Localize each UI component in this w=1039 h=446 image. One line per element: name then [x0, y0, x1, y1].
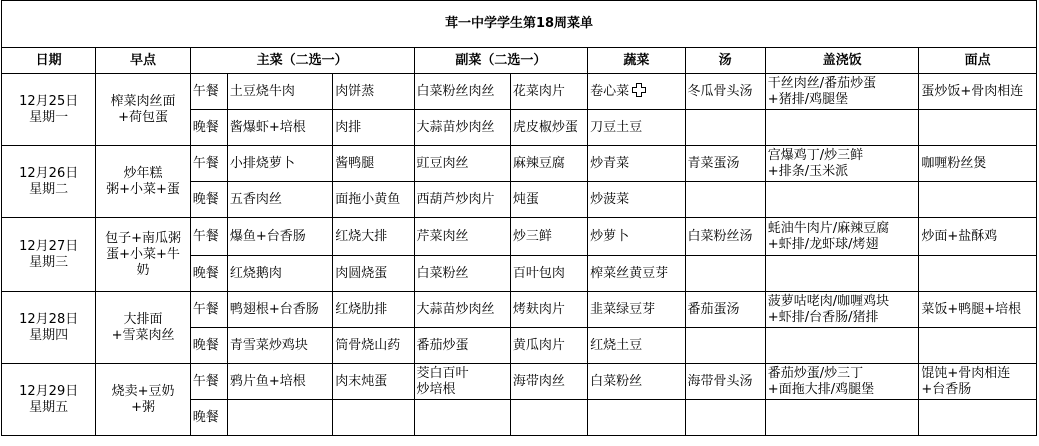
main-dish-1: 酱爆虾+培根: [227, 110, 332, 146]
meal-label: 晚餐: [190, 328, 227, 364]
rice-line: 蚝油牛肉片/麻辣豆腐: [767, 220, 890, 236]
side-dish-1: [414, 364, 510, 400]
main-dish-2: 酱鸭腿: [333, 146, 414, 182]
header-side: 副菜（二选一）: [414, 48, 588, 74]
noodle-dish: [919, 364, 1037, 400]
side-dish-2: 黄瓜肉片: [510, 328, 587, 364]
meal-label: 午餐: [190, 74, 227, 110]
main-dish-1: 青雪菜炒鸡块: [227, 328, 332, 364]
main-dish-2: [333, 400, 414, 436]
rice-dish: [765, 218, 919, 256]
rice-dish: [765, 74, 919, 110]
rice-dish: [765, 328, 919, 364]
side-dish-2: 花菜肉片: [510, 74, 587, 110]
day-weekday: 星期一: [29, 109, 69, 125]
main-dish-1: 小排烧萝卜: [227, 146, 332, 182]
noodle-line: +台香肠: [921, 381, 972, 397]
main-dish-2: 肉饼蒸: [333, 74, 414, 110]
rice-line: +猪排/鸡腿堡: [767, 91, 849, 107]
soup: [685, 256, 765, 292]
veg-dish: 刀豆土豆: [588, 110, 685, 146]
main-dish-1: 土豆烧牛肉: [227, 74, 332, 110]
noodle-dish: [919, 182, 1037, 218]
side-dish-2: 麻辣豆腐: [510, 146, 587, 182]
main-dish-1: 爆鱼+台香肠: [227, 218, 332, 256]
rice-dish: [765, 400, 919, 436]
rice-dish: [765, 182, 919, 218]
breakfast-line: 蛋+小菜+牛: [106, 246, 180, 262]
breakfast-line: 奶: [136, 262, 150, 278]
soup: 海带骨头汤: [685, 364, 765, 400]
rice-dish: [765, 256, 919, 292]
main-dish-1: 鸭翅根+台香肠: [227, 292, 332, 328]
side-dish-2: 炖蛋: [510, 182, 587, 218]
breakfast-line: 炒年糕: [123, 165, 163, 181]
side-line: 炒培根: [416, 381, 456, 397]
day-date-cell: [2, 292, 96, 364]
noodle-dish: 菜饭+鸭腿+培根: [919, 292, 1037, 328]
side-dish-1: 白菜粉丝: [414, 256, 510, 292]
breakfast-cell: [96, 74, 190, 146]
veg-dish: 炒菠菜: [588, 182, 685, 218]
breakfast-line: 榨菜肉丝面: [110, 93, 176, 109]
meal-label: 午餐: [190, 218, 227, 256]
side-dish-2: 炒三鲜: [510, 218, 587, 256]
noodle-dish: 炒面+盐酥鸡: [919, 218, 1037, 256]
side-dish-1: 大蒜苗炒肉丝: [414, 110, 510, 146]
soup: [685, 182, 765, 218]
rice-dish: [765, 292, 919, 328]
veg-dish: 白菜粉丝: [588, 364, 685, 400]
side-dish-1: 白菜粉丝肉丝: [414, 74, 510, 110]
rice-dish: [765, 146, 919, 182]
noodle-dish: [919, 400, 1037, 436]
side-dish-2: 海带肉丝: [510, 364, 587, 400]
plus-cursor-icon: [632, 83, 646, 97]
soup: 青菜蛋汤: [685, 146, 765, 182]
noodle-dish: 蛋炒饭+骨肉相连: [919, 74, 1037, 110]
main-dish-2: 肉排: [333, 110, 414, 146]
soup: 白菜粉丝汤: [685, 218, 765, 256]
header-rice: 盖浇饭: [765, 48, 919, 74]
header-main: 主菜（二选一）: [190, 48, 414, 74]
noodle-line: 馄饨+骨肉相连: [921, 365, 1011, 381]
side-dish-1: 芹菜肉丝: [414, 218, 510, 256]
day-date: 12月29日: [19, 383, 79, 399]
rice-line: +面拖大排/鸡腿堡: [767, 381, 875, 397]
day-date: 12月27日: [19, 238, 79, 254]
day-date: 12月25日: [19, 93, 79, 109]
main-dish-2: 红烧大排: [333, 218, 414, 256]
rice-line: +虾排/台香肠/猪排: [767, 309, 879, 325]
rice-line: 干丝肉丝/番茄炒蛋: [767, 75, 877, 91]
side-dish-2: 虎皮椒炒蛋: [510, 110, 587, 146]
noodle-dish: [919, 328, 1037, 364]
veg-dish: 榨菜丝黄豆芽: [588, 256, 685, 292]
meal-label: 晚餐: [190, 110, 227, 146]
header-breakfast: 早点: [96, 48, 190, 74]
veg-dish: 炒萝卜: [588, 218, 685, 256]
breakfast-line: +雪菜肉丝: [111, 327, 175, 343]
veg-cell: [588, 74, 685, 110]
soup: [685, 400, 765, 436]
page-title: 茸一中学学生第18周菜单: [2, 1, 1037, 48]
side-dish-1: 西葫芦炒肉片: [414, 182, 510, 218]
main-dish-2: 肉末炖蛋: [333, 364, 414, 400]
breakfast-cell: [96, 364, 190, 436]
breakfast-cell: [96, 218, 190, 292]
header-veg: 蔬菜: [588, 48, 685, 74]
breakfast-line: 粥+小菜+蛋: [106, 181, 180, 197]
rice-dish: [765, 110, 919, 146]
meal-label: 晚餐: [190, 256, 227, 292]
meal-label: 晚餐: [190, 400, 227, 436]
header-noodle: 面点: [919, 48, 1037, 74]
breakfast-cell: [96, 146, 190, 218]
side-line: 茭白百叶: [416, 365, 469, 381]
weekly-menu-table: [1, 0, 1037, 436]
main-dish-2: 面拖小黄鱼: [333, 182, 414, 218]
soup: 番茄蛋汤: [685, 292, 765, 328]
day-weekday: 星期二: [29, 181, 69, 197]
soup: [685, 110, 765, 146]
side-dish-1: 大蒜苗炒肉丝: [414, 292, 510, 328]
day-weekday: 星期三: [29, 254, 69, 270]
day-date-cell: [2, 146, 96, 218]
main-dish-2: 红烧肋排: [333, 292, 414, 328]
veg-dish: 红烧土豆: [588, 328, 685, 364]
rice-dish: [765, 364, 919, 400]
breakfast-line: 大排面: [123, 311, 163, 327]
breakfast-line: 烧卖+豆奶: [111, 383, 175, 399]
side-dish-2: [510, 400, 587, 436]
breakfast-line: +荷包蛋: [118, 109, 168, 125]
veg-dish: 韭菜绿豆芽: [588, 292, 685, 328]
side-dish-1: 番茄炒蛋: [414, 328, 510, 364]
day-date: 12月28日: [19, 311, 79, 327]
rice-line: +虾排/龙虾球/烤翅: [767, 236, 879, 252]
day-date-cell: [2, 74, 96, 146]
main-dish-1: 鸦片鱼+培根: [227, 364, 332, 400]
meal-label: 午餐: [190, 292, 227, 328]
rice-line: 菠萝咕咾肉/咖喱鸡块: [767, 293, 890, 309]
rice-line: +排条/玉米派: [767, 163, 849, 179]
side-dish-2: 烤麸肉片: [510, 292, 587, 328]
veg-dish: 卷心菜: [590, 84, 630, 99]
day-date-cell: [2, 218, 96, 292]
day-weekday: 星期四: [29, 327, 69, 343]
meal-label: 午餐: [190, 364, 227, 400]
veg-dish: 炒青菜: [588, 146, 685, 182]
main-dish-1: [227, 400, 332, 436]
day-weekday: 星期五: [29, 399, 69, 415]
header-soup: 汤: [685, 48, 765, 74]
day-date-cell: [2, 364, 96, 436]
header-date: 日期: [2, 48, 96, 74]
noodle-dish: 咖喱粉丝煲: [919, 146, 1037, 182]
breakfast-line: +粥: [131, 399, 155, 415]
soup: 冬瓜骨头汤: [685, 74, 765, 110]
rice-line: 宫爆鸡丁/炒三鲜: [767, 147, 864, 163]
day-date: 12月26日: [19, 165, 79, 181]
soup: [685, 328, 765, 364]
noodle-dish: [919, 256, 1037, 292]
side-dish-1: [414, 400, 510, 436]
main-dish-1: 五香肉丝: [227, 182, 332, 218]
veg-dish: [588, 400, 685, 436]
main-dish-2: 筒骨烧山药: [333, 328, 414, 364]
noodle-dish: [919, 110, 1037, 146]
meal-label: 午餐: [190, 146, 227, 182]
side-dish-2: 百叶包肉: [510, 256, 587, 292]
breakfast-line: 包子+南瓜粥: [105, 230, 181, 246]
meal-label: 晚餐: [190, 182, 227, 218]
breakfast-cell: [96, 292, 190, 364]
side-dish-1: 豇豆肉丝: [414, 146, 510, 182]
rice-line: 番茄炒蛋/炒三丁: [767, 365, 864, 381]
main-dish-1: 红烧鹅肉: [227, 256, 332, 292]
main-dish-2: 肉圆烧蛋: [333, 256, 414, 292]
